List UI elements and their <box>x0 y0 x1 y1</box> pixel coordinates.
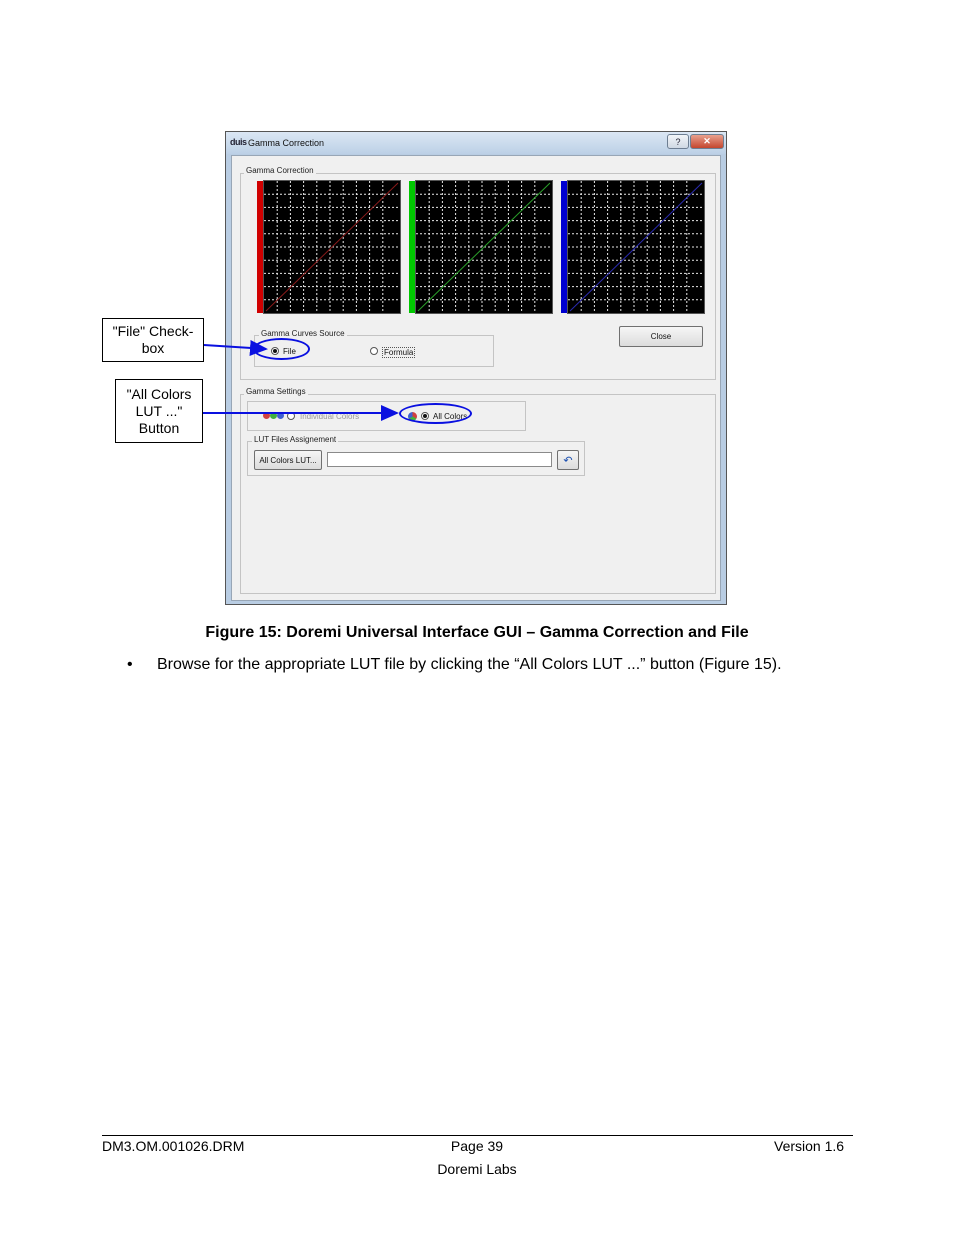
app-logo: duis <box>230 137 247 147</box>
file-callout-arrow <box>204 345 266 349</box>
formula-radio-label: Formula <box>384 348 414 357</box>
bullet-marker: • <box>127 656 133 673</box>
gamma-curves-source-legend: Gamma Curves Source <box>261 329 345 338</box>
individual-colors-label: Individual Colors <box>300 412 360 421</box>
footer-doc-id: DM3.OM.001026.DRM <box>102 1138 245 1154</box>
all-colors-lut-callout <box>115 379 203 443</box>
close-icon: ✕ <box>703 136 711 146</box>
window-title: Gamma Correction <box>248 138 325 148</box>
gamma-correction-legend: Gamma Correction <box>246 166 314 175</box>
footer-company: Doremi Labs <box>437 1161 517 1177</box>
file-checkbox-callout <box>102 318 204 362</box>
all-colors-label: All Colors <box>433 412 468 421</box>
all-colors-callout-text: "All Colors LUT ..." Button <box>126 385 192 436</box>
gamma-settings-legend: Gamma Settings <box>246 387 306 396</box>
all-colors-lut-label: All Colors LUT... <box>259 455 317 465</box>
footer-page-number: Page 39 <box>450 1138 504 1154</box>
file-callout-text: "File" Check- box <box>112 323 194 356</box>
footer-version: Version 1.6 <box>774 1138 845 1154</box>
figure-caption: Figure 15: Doremi Universal Interface GUI – Gamma Correction and File <box>205 624 749 641</box>
refresh-icon: ↶ <box>563 454 573 467</box>
lut-files-legend: LUT Files Assignement <box>254 435 337 444</box>
bullet-text: Browse for the appropriate LUT file by clicking the “All Colors LUT ...” button (Figure 15). <box>157 656 782 673</box>
close-button-label: Close <box>650 332 672 341</box>
file-radio-label: File <box>283 347 296 356</box>
footer-rule <box>102 1135 853 1136</box>
help-icon: ? <box>675 136 681 147</box>
